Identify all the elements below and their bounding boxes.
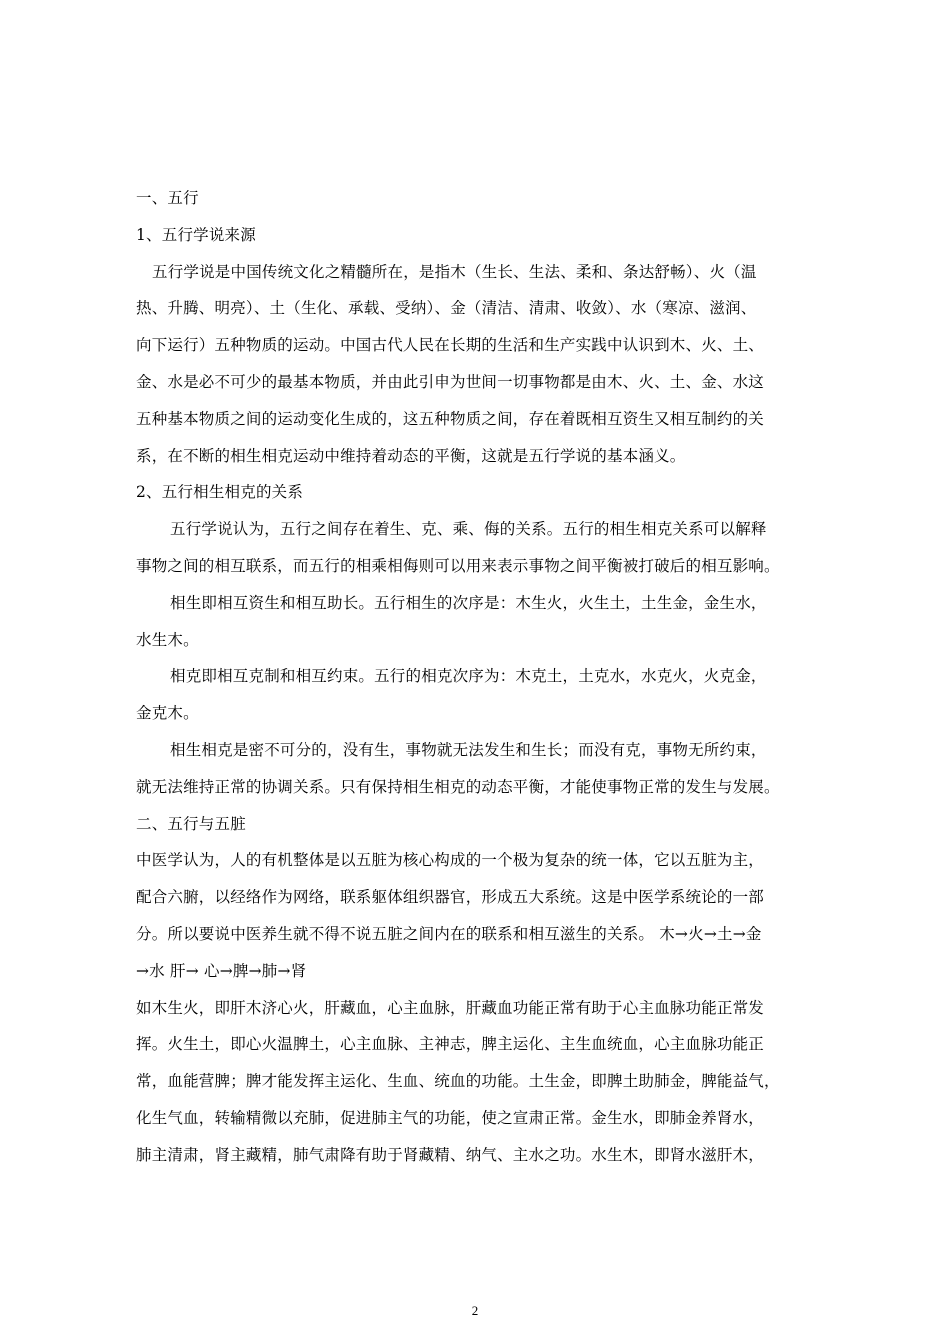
paragraph-line: 相克即相互克制和相互约束。五行的相克次序为：木克土，土克水，水克火，火克金， (170, 667, 767, 686)
paragraph-line: 向下运行）五种物质的运动。中国古代人民在长期的生活和生产实践中认识到木、火、土、 (136, 336, 765, 355)
paragraph-line: 金克木。 (136, 704, 199, 723)
page-number: 2 (471, 1303, 479, 1318)
paragraph-line: 金、水是必不可少的最基本物质，并由此引申为世间一切事物都是由木、火、土、金、水这 (136, 372, 765, 391)
paragraph-line: 如木生火，即肝木济心火，肝藏血，心主血脉，肝藏血功能正常有助于心主血脉功能正常发 (136, 998, 765, 1017)
subsection-heading-relations: 2、五行相生相克的关系 (136, 483, 304, 502)
paragraph-line: 热、升腾、明亮）、土（生化、承载、受纳）、金（清洁、清肃、收敛）、水（寒凉、滋润、 (136, 299, 757, 318)
paragraph-line: 水生木。 (136, 630, 199, 649)
subsection-heading-origin: 1、五行学说来源 (136, 225, 256, 244)
paragraph-line: 就无法维持正常的协调关系。只有保持相生相克的动态平衡，才能使事物正常的发生与发展。 (136, 777, 780, 796)
paragraph-line: 事物之间的相互联系，而五行的相乘相侮则可以用来表示事物之间平衡被打破后的相互影响。 (136, 556, 780, 575)
document-body (136, 180, 820, 1174)
paragraph-line: 相生即相互资生和相互助长。五行相生的次序是：木生火，火生土，土生金，金生水， (170, 593, 767, 612)
paragraph-line: 化生气血，转输精微以充肺，促进肺主气的功能，使之宣肃正常。金生水，即肺金养肾水， (136, 1108, 765, 1127)
paragraph-line: 分。所以要说中医养生就不得不说五脏之间内在的联系和相互滋生的关系。 木→火→土→金 (136, 924, 762, 943)
section-heading-wuxing: 一、五行 (136, 189, 199, 207)
paragraph-line: 配合六腑，以经络作为网络，联系躯体组织器官，形成五大系统。这是中医学系统论的一部 (136, 888, 765, 907)
section-heading-organs: 二、五行与五脏 (136, 814, 246, 833)
paragraph-line: →水 肝→ 心→脾→肺→肾 (136, 961, 307, 980)
paragraph-line: 五行学说是中国传统文化之精髓所在，是指木（生长、生法、柔和、条达舒畅）、火（温 (152, 262, 757, 281)
paragraph-line: 相生相克是密不可分的，没有生，事物就无法发生和生长；而没有克，事物无所约束， (170, 740, 767, 759)
paragraph-line: 肺主清肃，肾主藏精，肺气肃降有助于肾藏精、纳气、主水之功。水生木，即肾水滋肝木， (136, 1145, 765, 1164)
paragraph-line: 系，在不断的相生相克运动中维持着动态的平衡，这就是五行学说的基本涵义。 (136, 446, 686, 465)
paragraph-line: 中医学认为，人的有机整体是以五脏为核心构成的一个极为复杂的统一体，它以五脏为主， (136, 851, 765, 870)
paragraph-line: 常，血能营脾；脾才能发挥主运化、生血、统血的功能。土生金，即脾土助肺金，脾能益气， (136, 1072, 780, 1091)
paragraph-line: 五种基本物质之间的运动变化生成的，这五种物质之间，存在着既相互资生又相互制约的关 (136, 409, 765, 428)
paragraph-line: 挥。火生土，即心火温脾土，心主血脉、主神志，脾主运化、主生血统血，心主血脉功能正 (136, 1035, 765, 1054)
paragraph-line: 五行学说认为，五行之间存在着生、克、乘、侮的关系。五行的相生相克关系可以解释 (170, 520, 767, 539)
